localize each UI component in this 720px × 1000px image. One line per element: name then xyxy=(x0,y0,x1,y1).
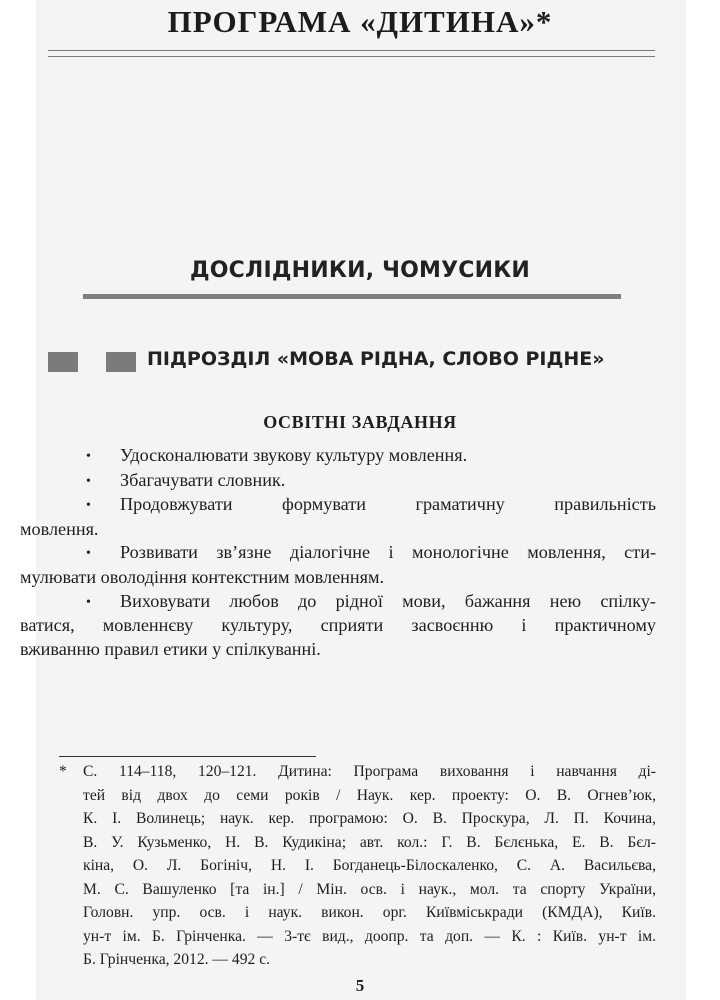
decorative-square-1 xyxy=(48,352,78,372)
footnote-line: М. С. Вашуленко [та ін.] / Мін. осв. і наук., мол. та спорту України, xyxy=(83,880,656,898)
task-line: Розвивати зв’язне діалогічне і монологічне мовлення, сти- xyxy=(120,542,656,563)
task-line: Удосконалювати звукову культуру мовлення. xyxy=(120,445,468,465)
task-line: ватися, мовленнєву культуру, сприяти засвоєнню і практичному xyxy=(20,615,656,636)
task-line: вживанню правил етики у спілкуванні. xyxy=(20,638,321,659)
footnote-marker: * xyxy=(59,763,67,780)
page-header-title: ПРОГРАМА «ДИТИНА»* xyxy=(167,4,553,39)
subsection-heading: ПІДРОЗДІЛ «МОВА РІДНА, СЛОВО РІДНЕ» xyxy=(147,348,605,370)
task-item xyxy=(20,541,656,589)
footnote-line: К. І. Волинець; наук. кер. програмою: О. В. Проскура, Л. П. Кочина, xyxy=(83,810,656,827)
footnote xyxy=(59,760,656,972)
footnote-rule xyxy=(59,756,316,757)
task-line: Продовжувати формувати граматичну правильність xyxy=(120,494,656,515)
footnote-line: тей від двох до семи років / Наук. кер. проекту: О. В. Огнев’юк, xyxy=(83,786,656,804)
bullet-icon: • xyxy=(86,473,91,489)
task-item xyxy=(20,590,656,662)
tasks-heading: ОСВІТНІ ЗАВДАННЯ xyxy=(263,412,457,432)
footnote-line: В. У. Кузьменко, Н. В. Кудикіна; авт. кол.: Г. В. Бєлєнька, Е. В. Бєл- xyxy=(83,833,656,851)
footnote-line: ун-т ім. Б. Грінченка. — 3-тє вид., доопр. та доп. — К. : Київ. ун-т ім. xyxy=(83,927,656,945)
task-line: мовлення. xyxy=(20,518,99,539)
header-double-rule xyxy=(48,50,655,57)
footnote-line: Головн. упр. осв. і наук. викон. орг. Київміськради (КМДА), Київ. xyxy=(83,904,656,921)
section-rule xyxy=(83,294,621,299)
page-number: 5 xyxy=(355,976,365,995)
task-line: Збагачувати словник. xyxy=(120,469,286,490)
footnote-line: С. 114–118, 120–121. Дитина: Програма виховання і навчання ді- xyxy=(83,763,656,780)
task-list xyxy=(20,444,656,661)
task-line: Виховувати любов до рідної мови, бажання нею спілку- xyxy=(120,590,656,611)
task-item xyxy=(86,444,656,469)
footnote-line: Б. Грінченка, 2012. — 492 с. xyxy=(83,951,271,968)
bullet-icon: • xyxy=(86,594,91,610)
section-heading: ДОСЛІДНИКИ, ЧОМУСИКИ xyxy=(189,258,530,283)
bullet-icon: • xyxy=(86,449,91,464)
task-item xyxy=(20,493,656,541)
footnote-line: кіна, О. Л. Богініч, Н. І. Богданець-Білоскаленко, С. А. Васильєва, xyxy=(83,857,656,874)
bullet-icon: • xyxy=(86,498,91,514)
bullet-icon: • xyxy=(86,546,91,562)
decorative-square-2 xyxy=(106,352,136,372)
task-line: мулювати оволодіння контекстним мовленням. xyxy=(20,566,385,587)
task-item xyxy=(86,469,656,494)
